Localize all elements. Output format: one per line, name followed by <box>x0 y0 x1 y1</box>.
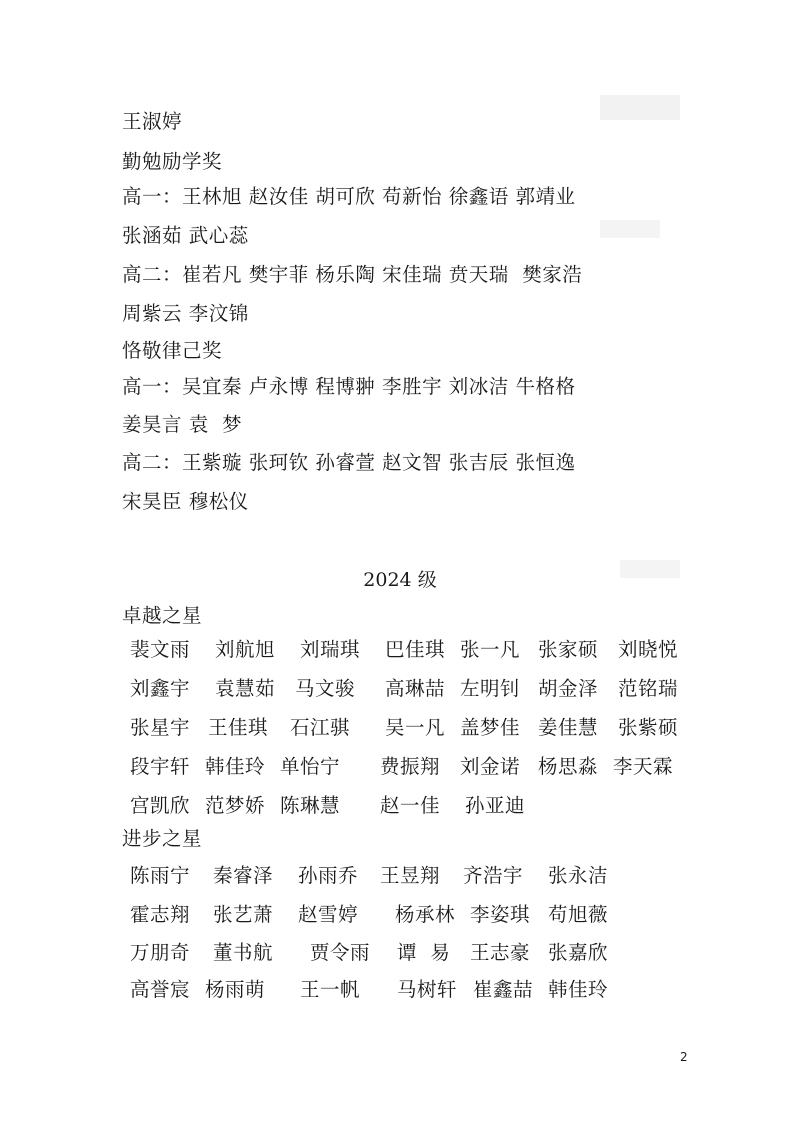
student-name: 单怡宁 <box>280 755 341 778</box>
student-name: 董书航 <box>213 941 274 964</box>
student-name: 王淑婷 <box>122 110 183 133</box>
student-name: 杨雨萌 <box>205 978 266 1001</box>
student-name: 马文骏 <box>295 677 356 700</box>
award-list-line: 张涵茹 武心蕊 <box>122 224 249 247</box>
student-name: 万朋奇 <box>130 941 191 964</box>
name-row <box>130 977 690 1007</box>
name-row <box>130 793 690 823</box>
star-title-excellence: 卓越之星 <box>122 604 203 627</box>
student-name: 贾令雨 <box>310 941 371 964</box>
student-name: 左明钊 <box>460 677 521 700</box>
student-name: 张艺萧 <box>213 903 274 926</box>
student-name: 陈琳慧 <box>280 794 341 817</box>
student-name: 刘金诺 <box>460 755 521 778</box>
student-name: 盖梦佳 <box>460 716 521 739</box>
student-name: 张嘉欣 <box>548 941 609 964</box>
student-name: 齐浩宇 <box>463 864 524 887</box>
student-name: 秦睿泽 <box>213 864 274 887</box>
student-name: 石江骐 <box>290 716 351 739</box>
student-name: 李姿琪 <box>470 903 531 926</box>
student-name: 霍志翔 <box>130 903 191 926</box>
student-name: 刘鑫宇 <box>130 677 191 700</box>
student-name: 裴文雨 <box>130 638 191 661</box>
name-row <box>130 902 690 932</box>
student-name: 苟旭薇 <box>548 903 609 926</box>
student-name: 张一凡 <box>460 638 521 661</box>
award-title-diligent: 勤勉励学奖 <box>122 150 223 173</box>
name-row <box>130 676 690 706</box>
student-name: 刘瑞琪 <box>300 638 361 661</box>
student-name: 韩佳玲 <box>205 755 266 778</box>
student-name: 杨思淼 <box>538 755 599 778</box>
name-row <box>130 940 690 970</box>
name-row <box>130 715 690 745</box>
student-name: 范梦娇 <box>205 794 266 817</box>
student-name: 胡金泽 <box>538 677 599 700</box>
award-list-line: 高二：王紫璇 张珂钦 孙睿萱 赵文智 张吉辰 张恒逸 <box>122 451 576 474</box>
student-name: 范铭瑞 <box>618 677 679 700</box>
student-name: 张紫硕 <box>618 716 679 739</box>
award-list-line: 高二：崔若凡 樊宇菲 杨乐陶 宋佳瑞 贲天瑞 樊家浩 <box>122 263 583 286</box>
student-name: 孙雨乔 <box>298 864 359 887</box>
student-name: 韩佳玲 <box>548 978 609 1001</box>
student-name: 刘航旭 <box>215 638 276 661</box>
award-title-discipline: 恪敬律己奖 <box>122 339 223 362</box>
award-list-line: 周紫云 李汶锦 <box>122 302 249 325</box>
student-name: 高琳喆 <box>385 677 446 700</box>
student-name: 谭 易 <box>397 941 451 964</box>
student-name: 杨承林 <box>395 903 456 926</box>
award-list-line: 高一：王林旭 赵汝佳 胡可欣 苟新怡 徐鑫语 郭靖业 <box>122 185 576 208</box>
bleed-through-shading <box>600 95 680 120</box>
student-name: 陈雨宁 <box>130 864 191 887</box>
student-name: 刘晓悦 <box>618 638 679 661</box>
student-name: 李天霖 <box>613 755 674 778</box>
award-list-line: 姜昊言 袁 梦 <box>122 413 243 436</box>
student-name: 费振翔 <box>380 755 441 778</box>
student-name: 王昱翔 <box>380 864 441 887</box>
star-title-progress: 进步之星 <box>122 827 203 850</box>
student-name: 赵雪婷 <box>298 903 359 926</box>
name-row <box>130 637 690 667</box>
student-name: 段宇轩 <box>130 755 191 778</box>
student-name: 吴一凡 <box>385 716 446 739</box>
award-list-line: 宋昊臣 穆松仪 <box>122 490 249 513</box>
bleed-through-shading <box>600 220 660 238</box>
name-row <box>130 863 690 893</box>
student-name: 高誉宸 <box>130 978 191 1001</box>
student-name: 张家硕 <box>538 638 599 661</box>
student-name: 赵一佳 <box>380 794 441 817</box>
student-name: 王佳琪 <box>208 716 269 739</box>
award-list-line: 高一：吴宜秦 卢永博 程博翀 李胜宇 刘冰洁 牛格格 <box>122 375 576 398</box>
student-name: 张星宇 <box>130 716 191 739</box>
student-name: 崔鑫喆 <box>473 978 534 1001</box>
student-name: 王一帆 <box>300 978 361 1001</box>
student-name: 巴佳琪 <box>385 638 446 661</box>
student-name: 姜佳慧 <box>538 716 599 739</box>
student-name: 马树轩 <box>397 978 458 1001</box>
student-name: 王志豪 <box>470 941 531 964</box>
name-row <box>130 754 690 784</box>
student-name: 宫凯欣 <box>130 794 191 817</box>
student-name: 孙亚迪 <box>465 794 526 817</box>
student-name: 袁慧茹 <box>215 677 276 700</box>
grade-heading: 2024 级 <box>363 569 437 591</box>
student-name: 张永洁 <box>548 864 609 887</box>
page-number: 2 <box>680 1050 688 1064</box>
